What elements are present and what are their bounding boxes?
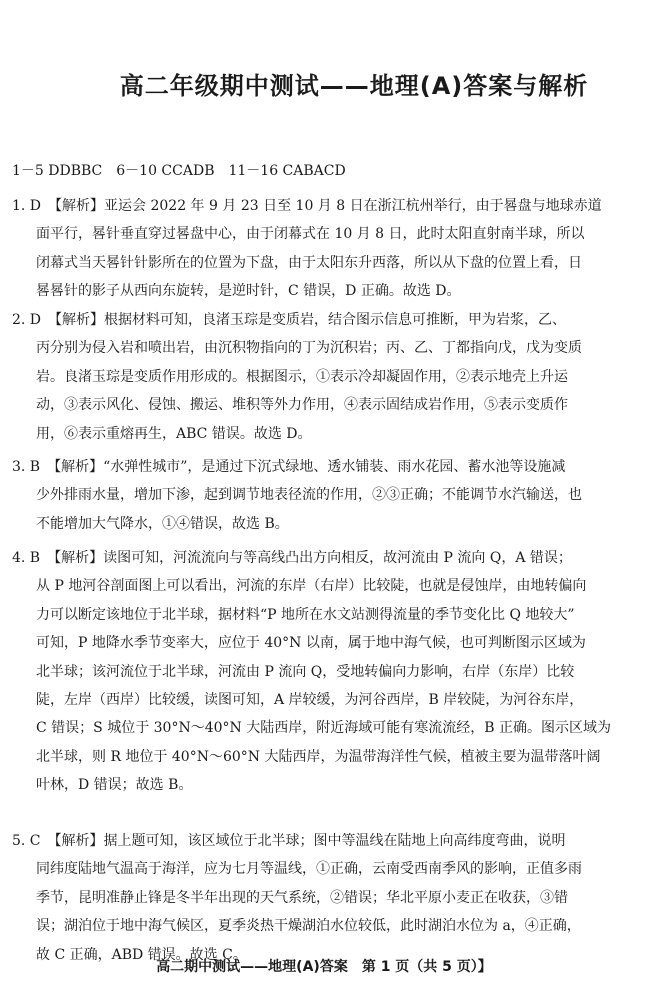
question-item bbox=[12, 830, 638, 972]
question-item bbox=[12, 195, 638, 309]
question-line: 北半球，则 R 地位于 40°N～60°N 大陆西岸，为温带海洋性气候，植被主要为温带落叶阔 bbox=[36, 748, 601, 765]
question-line-first: 2. D 【解析】根据材料可知，良渚玉琮是变质岩，结合图示信息可推断，甲为岩浆，乙、 bbox=[12, 312, 567, 328]
question-line: 从 P 地河谷剖面图上可以看出，河流的东岸（右岸）比较陡，也就是侵蚀岸，由地转偏向 bbox=[36, 578, 587, 595]
question-line: 动，③表示风化、侵蚀、搬运、堆积等外力作用，④表示固结成岩作用，⑤表示变质作 bbox=[36, 397, 568, 414]
question-line: 丙分别为侵入岩和喷出岩，由沉积物指向的丁为沉积岩；丙、乙、丁都指向戊，戊为变质 bbox=[36, 340, 582, 357]
question-line: 晷晷针的影子从西向东旋转，是逆时针，C 错误，D 正确。故选 D。 bbox=[36, 283, 461, 300]
question-line: 同纬度陆地气温高于海洋，应为七月等温线，①正确，云南受西南季风的影响，正值多雨 bbox=[36, 861, 582, 878]
question-line: 面平行，晷针垂直穿过晷盘中心，由于闭幕式在 10 月 8 日，此时太阳直射南半球，所以 bbox=[36, 226, 585, 243]
question-item bbox=[12, 309, 638, 451]
question-line: 力可以断定该地位于北半球，据材料“P 地所在水文站测得流量的季节变化比 Q 地较大” bbox=[36, 606, 575, 623]
question-line: 可知，P 地降水季节变率大，应位于 40°N 以南，属于地中海气候，也可判断图示区域为 bbox=[36, 635, 586, 652]
question-line: 闭幕式当天晷针针影所在的位置为下盘，由于太阳东升西落，所以从下盘的位置上看，日 bbox=[36, 254, 582, 271]
question-item bbox=[12, 547, 638, 803]
question-line: 陡，左岸（西岸）比较缓，读图可知，A 岸较缓，为河谷西岸，B 岸较陡，为河谷东岸， bbox=[36, 692, 584, 708]
question-line: 故 C 正确，ABD 错误。故选 C。 bbox=[36, 946, 247, 963]
question-line: 少外排雨水量，增加下渗，起到调节地表径流的作用，②③正确；不能调节水汽输送，也 bbox=[36, 487, 582, 504]
answer-key: 1－5 DDBBC 6－10 CCADB 11－16 CABACD bbox=[12, 163, 346, 179]
question-line-first: 3. B 【解析】“水弹性城市”，是通过下沉式绿地、透水铺装、雨水花园、蓄水池等设施减 bbox=[12, 459, 566, 475]
question-line: 季节，昆明准静止锋是冬半年出现的天气系统，②错误；华北平原小麦正在收获，③错 bbox=[36, 889, 568, 906]
question-line: 岩。良渚玉琮是变质作用形成的。根据图示，①表示冷却凝固作用，②表示地壳上升运 bbox=[36, 368, 568, 385]
question-line: 误；湖泊位于地中海气候区，夏季炎热干燥湖泊水位较低，此时湖泊水位为 a，④正确， bbox=[36, 918, 581, 935]
question-line-first: 5. C 【解析】据上题可知，该区域位于北半球；图中等温线在陆地上向高纬度弯曲，说明 bbox=[12, 833, 566, 849]
question-line: C 错误；S 城位于 30°N～40°N 大陆西岸，附近海域可能有寒流流经，B 正确。图示区域为 bbox=[36, 720, 611, 737]
page-title: 高二年级期中测试——地理(A)答案与解析 bbox=[119, 72, 589, 100]
question-line: 用，⑥表示重熔再生，ABC 错误。故选 D。 bbox=[36, 425, 312, 442]
question-line: 叶林，D 错误；故选 B。 bbox=[36, 777, 193, 794]
question-line: 北半球；该河流位于北半球，河流由 P 流向 Q，受地转偏向力影响，右岸（东岸）比较 bbox=[36, 663, 575, 680]
question-line-first: 1. D 【解析】亚运会 2022 年 9 月 23 日至 10 月 8 日在浙江杭州举行，由于晷盘与地球赤道 bbox=[12, 198, 602, 214]
page-footer: 高二期中测试——地理(A)答案 第 1 页（共 5 页）】 bbox=[156, 959, 492, 975]
question-line: 不能增加大气降水，①④错误，故选 B。 bbox=[36, 515, 289, 532]
question-line-first: 4. B 【解析】读图可知，河流流向与等高线凸出方向相反，故河流由 P 流向 Q，A 错误； bbox=[12, 550, 572, 566]
question-item bbox=[12, 456, 638, 541]
